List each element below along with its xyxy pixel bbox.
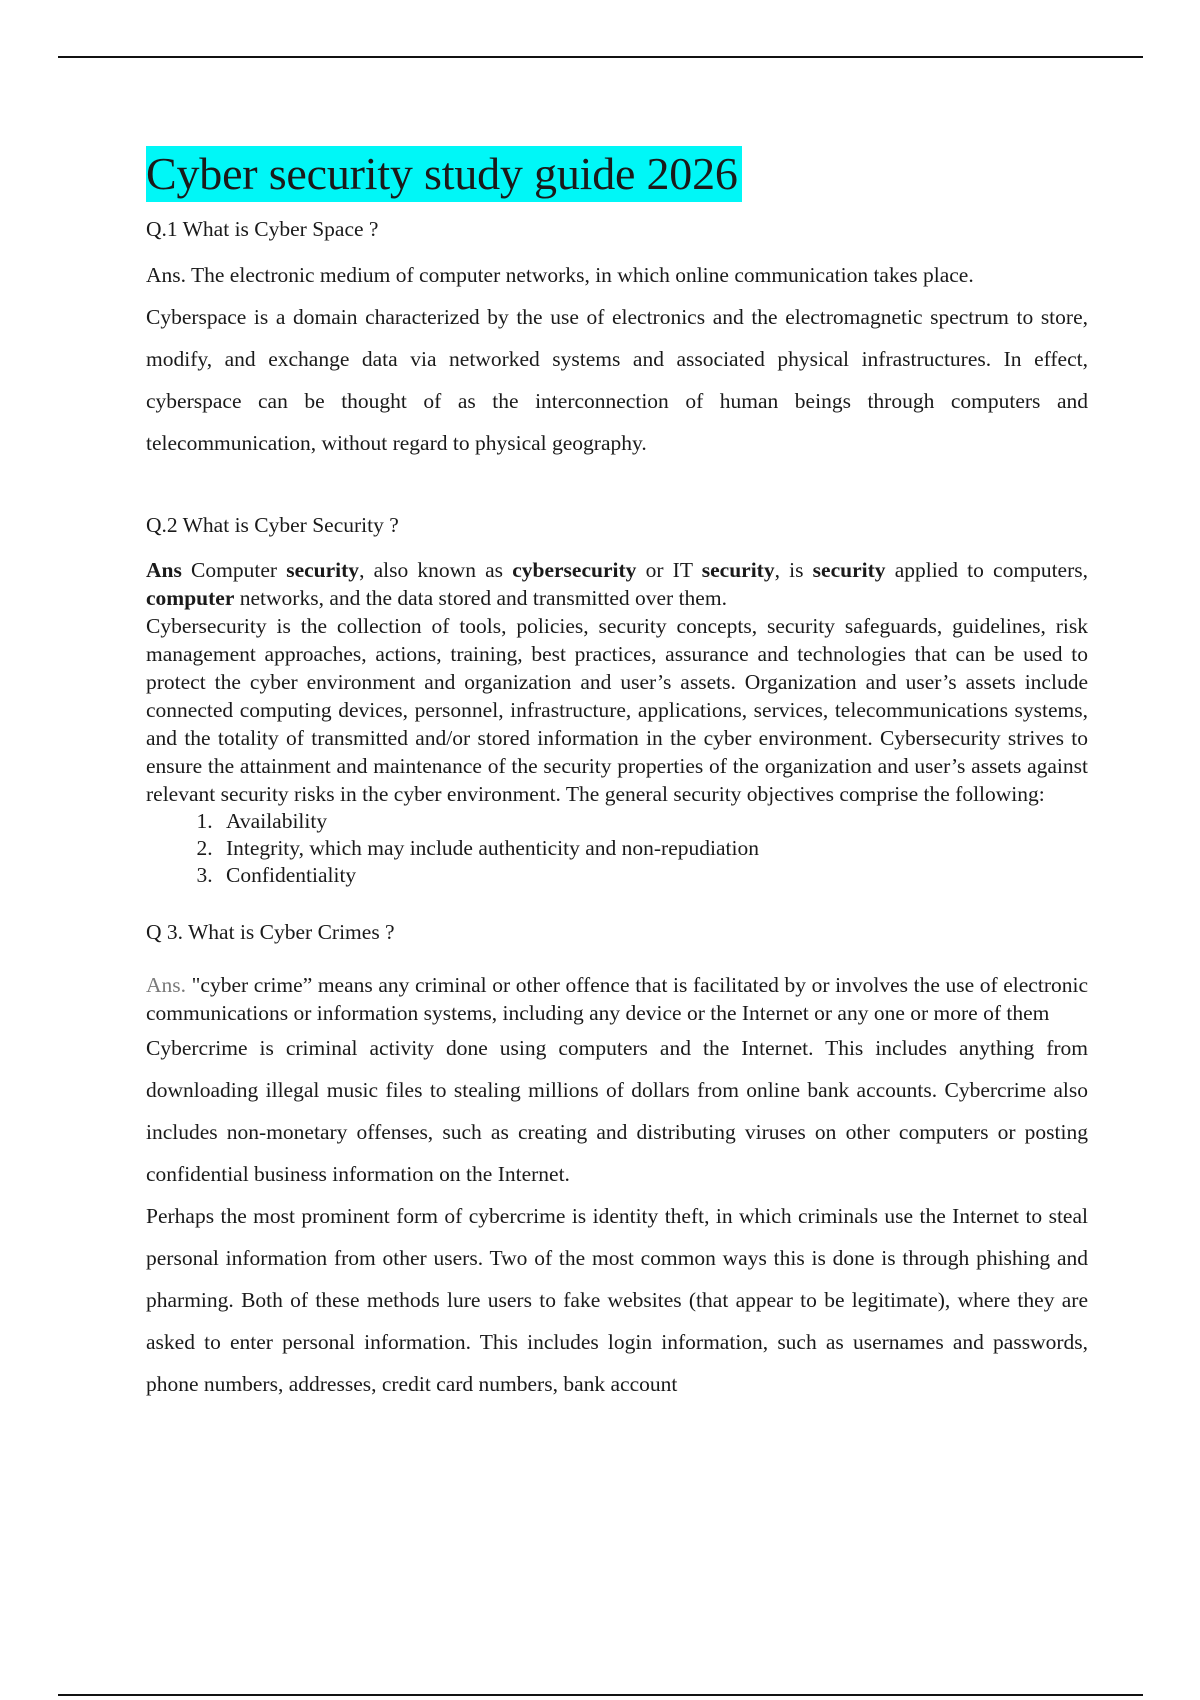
bold-term: cybersecurity	[512, 558, 637, 582]
answer-3-paragraph-1: Cybercrime is criminal activity done using computers and the Internet. This includes anything from downloading illegal music files to stealing millions of dollars from online bank accounts. Cybercrime also includes non-monetary offenses, such as creating and distributing viruses on other computers or posting confidential business information on the Internet.	[146, 1036, 1088, 1186]
question-2: Q.2 What is Cyber Security ?	[146, 513, 399, 537]
list-item: 3. Confidentiality	[218, 862, 1088, 889]
list-item: 2. Integrity, which may include authenticity and non-repudiation	[218, 835, 1088, 862]
question-1: Q.1 What is Cyber Space ?	[146, 217, 379, 241]
definition-text: "cyber crime” means any criminal or other offence that is facilitated by or involves the use of electronic communications or information systems, including any device or the Internet or any one or more of them	[146, 973, 1088, 1025]
answer-text: applied to computers,	[885, 558, 1088, 582]
ans-label: Ans.	[146, 973, 192, 997]
footer-rule	[58, 1694, 1143, 1696]
bold-term: security	[701, 558, 775, 582]
answer-text: , is	[774, 558, 813, 582]
answer-1-body: Cyberspace is a domain characterized by the use of electronics and the electromagnetic spectrum to store, modify, and exchange data via networked systems and associated physical infrastructures. In effect, cyberspace can be thought of as the interconnection of human beings through computers and telecommunication, without regard to physical geography.	[146, 305, 1088, 455]
question-3: Q 3. What is Cyber Crimes ?	[146, 920, 395, 944]
bold-term: security	[812, 558, 886, 582]
ans-label: Ans	[146, 558, 182, 582]
security-objectives-list	[146, 808, 1088, 889]
answer-2-body: Cybersecurity is the collection of tools, policies, security concepts, security safeguards, guidelines, risk management approaches, actions, training, best practices, assurance and technologies that can be used to protect the cyber environment and organization and user’s assets. Organization and user’s assets include connected computing devices, personnel, infrastructure, applications, services, telecommunications systems, and the totality of transmitted and/or stored information in the cyber environment. Cybersecurity strives to ensure the attainment and maintenance of the security properties of the organization and user’s assets against relevant security risks in the cyber environment. The general security objectives comprise the following:	[146, 614, 1088, 806]
document-title: Cyber security study guide 2026	[146, 146, 742, 202]
header-rule	[58, 56, 1143, 58]
answer-text: Computer	[181, 558, 287, 582]
bold-term: security	[286, 558, 360, 582]
answer-3-definition	[146, 971, 1088, 1027]
answer-1-line-1: Ans. The electronic medium of computer networks, in which online communication takes place.	[146, 263, 974, 287]
answer-3-paragraph-2: Perhaps the most prominent form of cybercrime is identity theft, in which criminals use the Internet to steal personal information from other users. Two of the most common ways this is done is through phishing and pharming. Both of these methods lure users to fake websites (that appear to be legitimate), where they are asked to enter personal information. This includes login information, such as usernames and passwords, phone numbers, addresses, credit card numbers, bank account	[146, 1204, 1088, 1396]
document-body	[146, 146, 1088, 1405]
answer-text: networks, and the data stored and transmitted over them.	[234, 586, 727, 610]
answer-2-intro	[146, 556, 1088, 612]
list-item: 1. Availability	[218, 808, 1088, 835]
answer-text: , also known as	[359, 558, 513, 582]
answer-text: or IT	[636, 558, 702, 582]
bold-term: computer	[146, 586, 235, 610]
